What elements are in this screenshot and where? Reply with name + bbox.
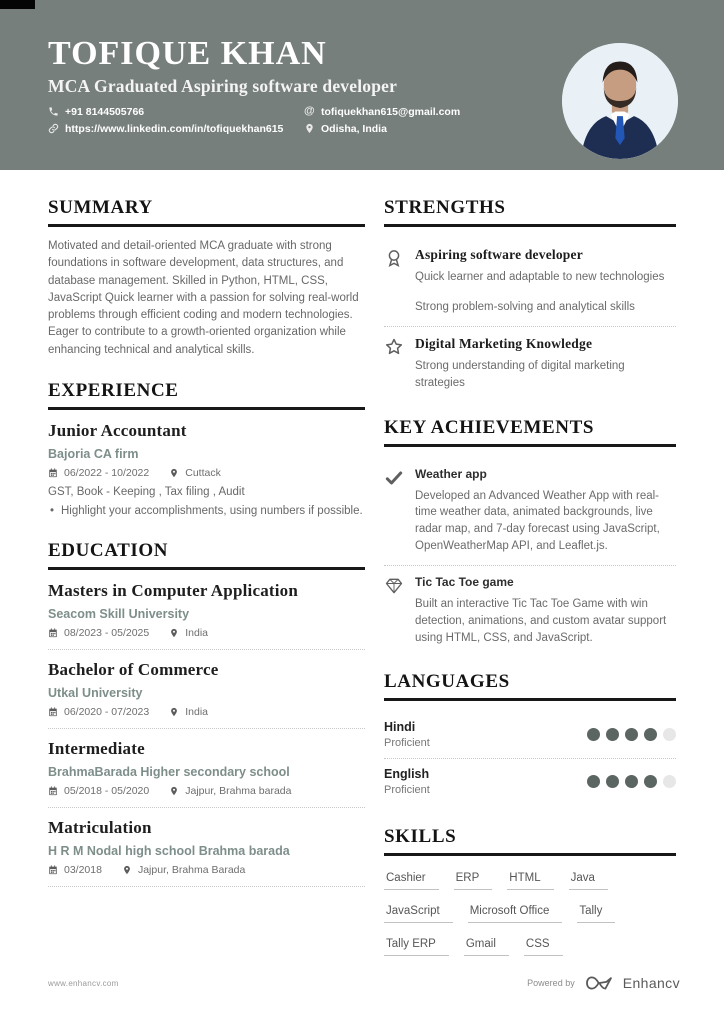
job-bullet: • Highlight your accomplishments, using numbers if possible. — [48, 503, 365, 520]
strength-title: Digital Marketing Knowledge — [415, 336, 593, 352]
strength-desc: Strong understanding of digital marketing strategies — [415, 360, 625, 390]
rating-dot — [587, 728, 600, 741]
skill-tag: HTML — [507, 870, 553, 890]
education-item — [48, 581, 365, 650]
section-strengths — [384, 197, 676, 396]
achievement-item — [384, 458, 676, 567]
person-name: TOFIQUE KHAN — [48, 35, 327, 72]
brand-name[interactable]: Enhancv — [622, 975, 680, 991]
calendar-icon — [48, 707, 58, 717]
section-experience — [48, 380, 365, 520]
degree-title: Masters in Computer Application — [48, 581, 299, 601]
achievement-desc: Built an interactive Tic Tac Toe Game with win detection, animations, and custom avatar support using HTML, CSS, and JavaScript. — [415, 598, 667, 644]
page-footer — [48, 974, 680, 992]
school-name: BrahmaBarada Higher secondary school — [48, 765, 290, 780]
check-icon — [384, 468, 404, 488]
rating-dot — [663, 728, 676, 741]
location-pin-icon — [122, 865, 132, 875]
achievement-desc: Developed an Advanced Weather App with real-time weather data, animated backgrounds, live radar map, and 7-day forecast using JavaScript, OpenWeatherMap API, and Leaflet.js. — [415, 489, 660, 552]
rating-dot — [606, 728, 619, 741]
profile-photo — [562, 43, 678, 159]
languages-heading: LANGUAGES — [384, 671, 676, 701]
achievement-title: Weather app — [415, 466, 487, 481]
job-meta — [48, 467, 365, 479]
rating-dot — [625, 775, 638, 788]
phone-icon — [48, 106, 59, 117]
education-location: India — [185, 706, 209, 719]
location-pin-icon — [169, 786, 179, 796]
rating-dot — [644, 728, 657, 741]
strength-item — [384, 238, 676, 327]
location-pin-icon — [169, 468, 179, 478]
skills-heading: SKILLS — [384, 826, 676, 856]
skill-tag: ERP — [454, 870, 493, 890]
language-row — [384, 759, 676, 805]
powered-by-label: Powered by — [527, 978, 575, 988]
location-icon — [304, 123, 315, 134]
degree-title: Intermediate — [48, 739, 145, 759]
job-location: Cuttack — [185, 466, 221, 479]
skill-tag: Cashier — [384, 870, 439, 890]
contact-link-text: https://www.linkedin.com/in/tofiquekhan615 — [65, 122, 284, 135]
section-languages — [384, 671, 676, 805]
job-title: Junior Accountant — [48, 420, 187, 440]
language-row — [384, 712, 676, 759]
language-rating — [581, 775, 676, 788]
email-icon: @ — [304, 105, 315, 118]
company-name: Bajoria CA firm — [48, 446, 139, 461]
strength-desc: Quick learner and adaptable to new technologies — [415, 271, 665, 283]
rating-dot — [606, 775, 619, 788]
achievement-title: Tic Tac Toe game — [415, 575, 514, 590]
calendar-icon — [48, 628, 58, 638]
section-education — [48, 540, 365, 887]
experience-heading: EXPERIENCE — [48, 380, 365, 410]
degree-title: Bachelor of Commerce — [48, 660, 219, 680]
strength-item — [384, 327, 676, 395]
skills-list — [384, 867, 676, 956]
resume-body — [0, 170, 724, 977]
location-pin-icon — [169, 707, 179, 717]
summary-text: Motivated and detail-oriented MCA graduate with strong foundations in software development, data structures, and database management. Skilled in Python, HTML, CSS, JavaScript Quick learner with a passion for solving real-world problems through efficient coding and modern technologies. Eager to contribute to a growth-oriented organization while enhancing technical and analytical skills. — [48, 240, 359, 356]
link-icon — [48, 123, 59, 134]
skill-tag: Gmail — [464, 936, 509, 956]
education-heading: EDUCATION — [48, 540, 365, 570]
experience-item — [48, 421, 365, 520]
skill-tag: Microsoft Office — [468, 903, 563, 923]
skill-tag: Tally ERP — [384, 936, 449, 956]
corner-accent-bar — [0, 0, 35, 9]
education-item — [48, 739, 365, 808]
skill-tag: Java — [569, 870, 608, 890]
language-name: English — [384, 767, 430, 782]
school-name: Seacom Skill University — [48, 607, 190, 622]
avatar — [562, 43, 678, 159]
education-meta — [48, 706, 365, 718]
resume-header — [0, 0, 724, 170]
calendar-icon — [48, 786, 58, 796]
left-column — [48, 197, 365, 977]
right-column — [384, 197, 676, 977]
diamond-icon — [384, 576, 404, 596]
strength-title: Aspiring software developer — [415, 247, 583, 262]
education-location: Jajpur, Brahma barada — [185, 785, 292, 798]
education-meta — [48, 864, 365, 876]
calendar-icon — [48, 468, 58, 478]
calendar-icon — [48, 865, 58, 875]
location-pin-icon — [169, 628, 179, 638]
enhancv-logo-icon — [584, 974, 614, 992]
section-summary — [48, 197, 365, 359]
school-name: Utkal University — [48, 686, 143, 701]
skill-tag: CSS — [524, 936, 563, 956]
footer-site-link[interactable]: www.enhancv.com — [48, 978, 119, 988]
rating-dot — [663, 775, 676, 788]
job-bullets — [48, 503, 365, 520]
section-skills — [384, 826, 676, 956]
education-dates: 03/2018 — [64, 864, 102, 877]
job-note: GST, Book - Keeping , Tax filing , Audit — [48, 485, 245, 498]
section-achievements — [384, 417, 676, 651]
achievements-heading: KEY ACHIEVEMENTS — [384, 417, 676, 447]
language-level: Proficient — [384, 784, 430, 797]
education-location: Jajpur, Brahma Barada — [137, 864, 246, 877]
language-rating — [581, 728, 676, 741]
education-location: India — [185, 627, 209, 640]
contact-link[interactable] — [48, 123, 304, 135]
contact-email-text: tofiquekhan615@gmail.com — [321, 105, 461, 118]
education-dates: 08/2023 - 05/2025 — [64, 627, 150, 640]
powered-by — [527, 974, 680, 992]
school-name: H R M Nodal high school Brahma barada — [48, 844, 290, 859]
education-item — [48, 660, 365, 729]
strength-desc: Strong problem-solving and analytical skills — [415, 300, 635, 313]
rating-dot — [587, 775, 600, 788]
contact-phone-text: +91 8144505766 — [65, 105, 145, 118]
language-level: Proficient — [384, 737, 430, 750]
skill-tag: Tally — [577, 903, 615, 923]
education-meta — [48, 627, 365, 639]
achievement-item — [384, 566, 676, 650]
strengths-heading: STRENGTHS — [384, 197, 676, 227]
medal-icon — [384, 248, 404, 268]
person-title: MCA Graduated Aspiring software developer — [48, 75, 398, 96]
education-dates: 05/2018 - 05/2020 — [64, 785, 150, 798]
degree-title: Matriculation — [48, 818, 152, 838]
education-item — [48, 818, 365, 887]
rating-dot — [644, 775, 657, 788]
education-dates: 06/2020 - 07/2023 — [64, 706, 150, 719]
contact-phone — [48, 106, 304, 118]
education-list — [48, 581, 365, 887]
contact-location-text: Odisha, India — [321, 122, 387, 135]
rating-dot — [625, 728, 638, 741]
language-name: Hindi — [384, 720, 416, 735]
star-icon — [384, 337, 404, 357]
job-dates: 06/2022 - 10/2022 — [64, 466, 150, 479]
skill-tag: JavaScript — [384, 903, 453, 923]
summary-heading: SUMMARY — [48, 197, 365, 227]
education-meta — [48, 785, 365, 797]
